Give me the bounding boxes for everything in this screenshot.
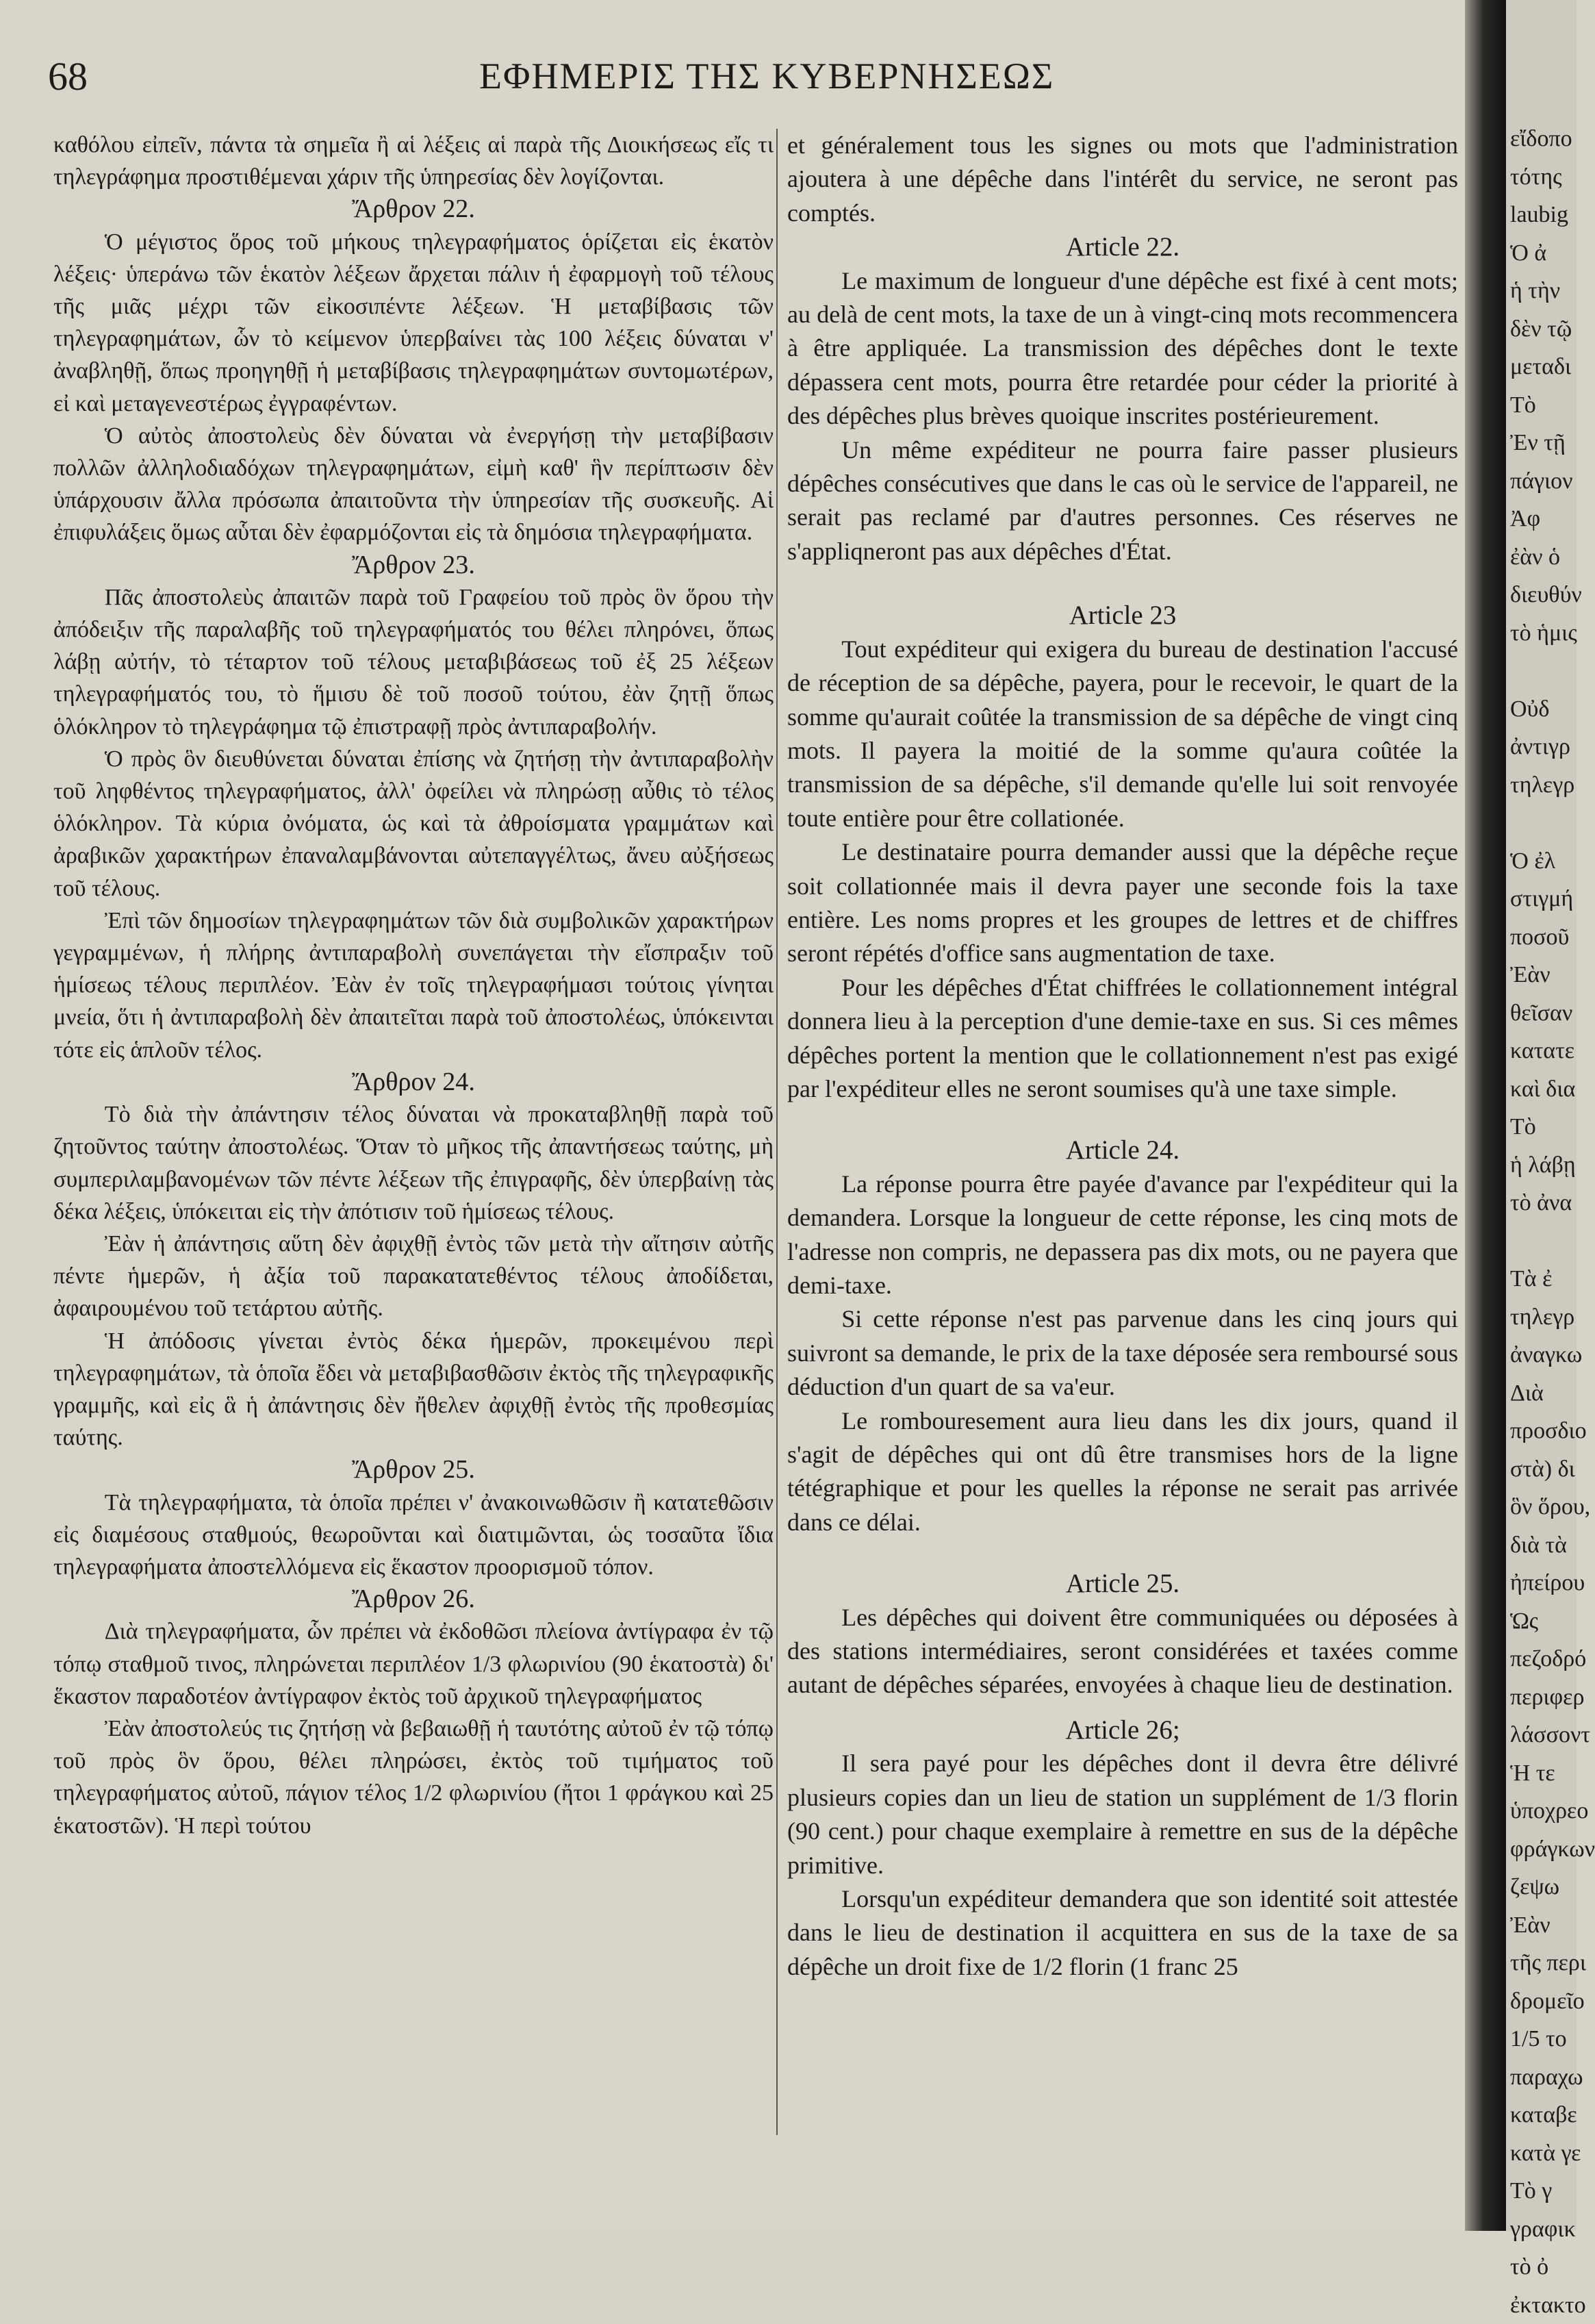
adjacent-page-fragment — [1506, 652, 1595, 690]
greek-article-25-paragraph: Τὰ τηλεγραφήματα, τὰ ὁποῖα πρέπει ν' ἀνακοινωθῶσιν ἢ κατατεθῶσιν εἰς διαμέσους σταθμούς, θεωροῦνται καὶ διατιμῶνται, ὡς τοσαῦτα ἴδια τηλεγραφήματα ἀποστελλόμενα εἰς ἕκαστον προορισμοῦ τόπον. — [53, 1487, 774, 1584]
greek-article-22-title: Ἄρθρον 22. — [53, 193, 774, 225]
adjacent-page-fragment: Τὸ — [1506, 1108, 1595, 1146]
french-article-26-title: Article 26; — [787, 1713, 1458, 1747]
adjacent-page-fragment: Τὸ γ — [1506, 2172, 1595, 2210]
adjacent-page-fragment — [1506, 804, 1595, 842]
adjacent-page-fragment: προσδιο — [1506, 1412, 1595, 1450]
french-article-23-paragraph: Pour les dépêches d'État chiffrées le collationnement intégral donnera lieu à la perception d'une demie-taxe en sus. Si ces mêmes dépêches portent la mention que le collationnement n'est pas exigé par l'expéditeur elles ne seront soumises qu'à une taxe simple. — [787, 971, 1458, 1107]
adjacent-page-fragment: Τὰ ἐ — [1506, 1260, 1595, 1298]
french-article-23-title: Article 23 — [787, 598, 1458, 632]
greek-article-26-paragraph: Ἐὰν ἀποστολεύς τις ζητήσῃ νὰ βεβαιωθῇ ἡ ταυτότης αὐτοῦ ἐν τῷ τόπῳ τοῦ πρὸς ὃν ὅρου, θέλει πληρώσει, ἐκτὸς τοῦ τιμήματος τοῦ τηλεγραφήματος αὐτοῦ, πάγιον τέλος 1/2 φλωρινίου (ἤτοι 1 φράγκου καὶ 25 ἑκατοστῶν). Ἡ περὶ τούτου — [53, 1713, 774, 1842]
binding-shadow — [1465, 0, 1506, 2231]
adjacent-page-fragment: Ὡς — [1506, 1602, 1595, 1641]
adjacent-page-fragment: δὲν τῷ — [1506, 310, 1595, 349]
adjacent-page-fragment: Ἡ τε — [1506, 1754, 1595, 1793]
adjacent-page-fragment: καταβε — [1506, 2096, 1595, 2134]
greek-article-23-paragraph: Ὁ πρὸς ὃν διευθύνεται δύναται ἐπίσης νὰ ζητήσῃ τὴν ἀντιπαραβολὴν τοῦ ληφθέντος τηλεγραφήματος, ἀλλ' ὀφείλει νὰ πληρώσῃ αὖθις τὸ τέλος ὁλόκληρον. Τὰ κύρια ὀνόματα, ὡς καὶ τὰ ἀθροίσματα γραμμάτων καὶ ἀραβικῶν χαρακτήρων ἐπαναλαμβάνονται αὐτεπαγγέλτως, ἄνευ αὐξήσεως τοῦ τέλους. — [53, 743, 774, 905]
page-header — [0, 53, 1465, 101]
adjacent-page-fragment: ἡ τὴν — [1506, 272, 1595, 310]
adjacent-page-fragment: στὰ) δι — [1506, 1450, 1595, 1489]
french-article-24-paragraph: Le rombouresement aura lieu dans les dix jours, quand il s'agit de dépêches qui ont dû être transmises hors de la ligne tétégraphique et pour les quelles la réponse ne serait pas arrivée dans ce délai. — [787, 1404, 1458, 1540]
greek-article-25-title: Ἄρθρον 25. — [53, 1454, 774, 1486]
greek-article-26-title: Ἄρθρον 26. — [53, 1583, 774, 1615]
greek-article-24-title: Ἄρθρον 24. — [53, 1066, 774, 1098]
adjacent-page-fragment: ἐκτακτο — [1506, 2286, 1595, 2324]
adjacent-page-fragment: εἴδοπο — [1506, 120, 1595, 158]
adjacent-page-fragment: λάσσοντ — [1506, 1716, 1595, 1754]
adjacent-page-fragment: δρομεῖο — [1506, 1982, 1595, 2021]
adjacent-page-fragment: ὑποχρεο — [1506, 1792, 1595, 1830]
adjacent-page-fragment: φράγκων — [1506, 1830, 1595, 1869]
adjacent-page-fragment: τὸ ὀ — [1506, 2248, 1595, 2286]
greek-article-24-paragraph: Ἐὰν ἡ ἀπάντησις αὕτη δὲν ἀφιχθῇ ἐντὸς τῶν μετὰ τὴν αἴτησιν αὐτῆς πέντε ἡμερῶν, ἡ ἀξία τοῦ παρακατατεθέντος τέλους ἀποδίδεται, ἀφαιρουμένου τοῦ τετάρτου αὐτῆς. — [53, 1228, 774, 1325]
adjacent-page-fragment: ὃν ὅρου, — [1506, 1488, 1595, 1526]
greek-article-23-paragraph: Ἐπὶ τῶν δημοσίων τηλεγραφημάτων τῶν διὰ συμβολικῶν χαρακτήρων γεγραμμένων, ἡ πλήρης ἀντιπαραβολὴ συνεπάγεται τὴν εἴσπραξιν τοῦ ἡμίσεως τέλους περιπλέον. Ἐὰν ἐν τοῖς τηλεγραφήμασι τούτοις γίνηται μνεία, ὅτι ἡ ἀντιπαραβολὴ δὲν ἀπαιτεῖται παρὰ τοῦ ἀποστολέως, ὑπόκεινται τότε εἰς ἁπλοῦν τέλος. — [53, 905, 774, 1066]
greek-article-24-paragraph: Τὸ διὰ τὴν ἀπάντησιν τέλος δύναται νὰ προκαταβληθῇ παρὰ τοῦ ζητοῦντος ταύτην ἀποστολέως. Ὅταν τὸ μῆκος τῆς ἀπαντήσεως ταύτης, μὴ συμπεριλαμβανομένων τῶν πέντε λέξεων τῆς ἐπιγραφῆς, δὲν ὑπερβαίνῃ τὰς δέκα λέξεις, ὑπόκειται εἰς τὴν ἀπότισιν τοῦ ἡμίσεως τέλους. — [53, 1098, 774, 1228]
greek-article-22-paragraph: Ὁ αὐτὸς ἀποστολεὺς δὲν δύναται νὰ ἐνεργήσῃ τὴν μεταβίβασιν πολλῶν ἀλληλοδιαδόχων τηλεγραφημάτων, εἰμὴ καθ' ἣν περίπτωσιν δὲν ὑπάρχουσιν ἄλλα πρόσωπα ἀπαιτοῦντα τὴν ὑπηρεσίαν τῆς συσκευῆς. Αἱ ἐπιφυλάξεις ὅμως αὗται δὲν ἐφαρμόζονται εἰς τὰ δημόσια τηλεγραφήματα. — [53, 420, 774, 549]
greek-intro: καθόλου εἰπεῖν, πάντα τὰ σημεῖα ἢ αἱ λέξεις αἱ παρὰ τῆς Διοικήσεως εἴς τι τηλεγράφημα προστιθέμεναι χάριν τῆς ὑπηρεσίας δὲν λογίζονται. — [53, 129, 774, 193]
french-article-26-paragraph: Lorsqu'un expéditeur demandera que son identité soit attestée dans le lieu de destination il acquittera en sus de la taxe de sa dépêche un droit fixe de 1/2 florin (1 franc 25 — [787, 1882, 1458, 1984]
adjacent-page-fragment: τῆς περι — [1506, 1944, 1595, 1982]
page-number: 68 — [48, 53, 88, 99]
greek-article-24-paragraph: Ἡ ἀπόδοσις γίνεται ἐντὸς δέκα ἡμερῶν, προκειμένου περὶ τηλεγραφημάτων, τὰ ὁποῖα ἔδει νὰ μεταβιβασθῶσιν ἐκτὸς τῆς τηλεγραφικῆς γραμμῆς, καὶ εἰς ἃ ἡ ἀπάντησις δὲν ἤθελεν ἀφιχθῇ ἐντὸς τῆς προθεσμίας ταύτης. — [53, 1325, 774, 1454]
adjacent-page-fragment: παραχω — [1506, 2058, 1595, 2097]
adjacent-page-fragment: πεζοδρό — [1506, 1640, 1595, 1678]
adjacent-page-fragment: γραφικ — [1506, 2210, 1595, 2249]
adjacent-page-fragment: 1/5 το — [1506, 2020, 1595, 2058]
french-article-23-paragraph: Le destinataire pourra demander aussi que la dépêche reçue soit collationnée mais il devra payer une seconde fois la taxe entière. Les noms propres et les groupes de lettres et de chiffres seront répétés d'office sans augmentation de taxe. — [787, 835, 1458, 971]
french-article-22-paragraph: Le maximum de longueur d'une dépêche est fixé à cent mots; au delà de cent mots, la taxe de un à vingt-cinq mots recommencera à être appliquée. La transmission des dépêches dont le texte dépassera cent mots, pourra être retardée pour céder la priorité à des dépêches plus brèves quoique inscrites postérieurement. — [787, 264, 1458, 433]
french-column — [787, 129, 1458, 1984]
adjacent-page-fragment: ἠπείρου — [1506, 1564, 1595, 1602]
greek-article-22-paragraph: Ὁ μέγιστος ὅρος τοῦ μήκους τηλεγραφήματος ὁρίζεται εἰς ἑκατὸν λέξεις· ὑπεράνω τῶν ἑκατὸν λέξεων ἄρχεται πάλιν ἡ ἐφαρμογὴ τοῦ τέλους τῆς μιᾶς μέχρι τῶν εἰκοσιπέντε λέξεων. Ἡ μεταβίβασις τῶν τηλεγραφημάτων, ὧν τὸ κείμενον ὑπερβαίνει τὰς 100 λέξεις δύναται ν' ἀναβληθῇ, ὅπως προηγηθῇ ἡ μεταβίβασις τηλεγραφημάτων συντομωτέρων, εἰ καὶ μεταγενεστέρως ἐγγραφέντων. — [53, 226, 774, 420]
adjacent-page-fragment: κατατε — [1506, 1032, 1595, 1070]
adjacent-page-fragment: Ἐὰν — [1506, 1906, 1595, 1945]
french-article-24-paragraph: La réponse pourra être payée d'avance par l'expéditeur qui la demandera. Lorsque la longueur de cette réponse, les cinq mots de l'adresse non compris, ne depassera pas dix mots, ou ne payera que demi-taxe. — [787, 1167, 1458, 1303]
adjacent-page-fragment: ἀντιγρ — [1506, 728, 1595, 766]
adjacent-page-fragment: laubig — [1506, 196, 1595, 234]
adjacent-page-fragment: Ἐν τῇ — [1506, 424, 1595, 462]
french-article-25-paragraph: Les dépêches qui doivent être communiquées ou déposées à des stations intermédiaires, seront considérées et taxées comme autant de dépêches séparées, envoyées à chaque lieu de destination. — [787, 1601, 1458, 1702]
column-divider — [776, 129, 778, 2135]
french-intro: et généralement tous les signes ou mots que l'administration ajoutera à une dépêche dans l'intérêt du service, ne seront pas comptés. — [787, 129, 1458, 230]
adjacent-page-fragment: τηλεγρ — [1506, 766, 1595, 805]
french-article-26-paragraph: Il sera payé pour les dépêches dont il devra être délivré plusieurs copies dan un lieu de station un supplément de 1/3 florin (90 cent.) pour chaque exemplaire à remettre en sus de la dépêche primitive. — [787, 1747, 1458, 1882]
adjacent-page-fragment: διὰ τὰ — [1506, 1526, 1595, 1565]
greek-article-26-paragraph: Διὰ τηλεγραφήματα, ὧν πρέπει νὰ ἐκδοθῶσι πλείονα ἀντίγραφα ἐν τῷ τόπῳ σταθμοῦ τινος, πληρώνεται περιπλέον 1/3 φλωρινίου (90 ἑκατοστὰ) δι' ἕκαστον παραδοτέον ἀντίγραφον ἐκτὸς τοῦ ἀρχικοῦ τηλεγραφήματος — [53, 1615, 774, 1713]
adjacent-page-fragment: στιγμή — [1506, 880, 1595, 918]
greek-column — [53, 129, 774, 1842]
adjacent-page-fragment — [1506, 1222, 1595, 1261]
french-article-25-title: Article 25. — [787, 1567, 1458, 1600]
adjacent-page-fragment: κατὰ γε — [1506, 2134, 1595, 2173]
greek-article-23-title: Ἄρθρον 23. — [53, 549, 774, 581]
french-article-24-paragraph: Si cette réponse n'est pas parvenue dans les cinq jours qui suivront sa demande, le prix de la taxe déposée sera remboursé sous déduction d'un quart de sa va'eur. — [787, 1302, 1458, 1404]
adjacent-page-fragment: ποσοῦ — [1506, 918, 1595, 957]
french-article-24-title: Article 24. — [787, 1133, 1458, 1167]
adjacent-page-fragment: ἀναγκω — [1506, 1336, 1595, 1374]
adjacent-page-fragment: Τὸ — [1506, 386, 1595, 425]
adjacent-page-fragment: θεῖσαν — [1506, 994, 1595, 1033]
adjacent-page-fragment: τηλεγρ — [1506, 1298, 1595, 1337]
french-article-22-title: Article 22. — [787, 230, 1458, 264]
adjacent-page-fragment: Ὁ ἐλ — [1506, 842, 1595, 881]
french-article-23-paragraph: Tout expéditeur qui exigera du bureau de destination l'accusé de réception de sa dépêche, payera, pour le recevoir, le quart de la somme qu'aurait coûtée la transmission de sa dépêche de vingt cinq mots. Il payera la moitié de la somme qu'aura coûtée la transmission de sa dépêche, s'il demande qu'elle lui soit renvoyée toute entière pour être collationée. — [787, 633, 1458, 835]
adjacent-page-fragment: διευθύν — [1506, 576, 1595, 614]
adjacent-page-fragment: καὶ δια — [1506, 1070, 1595, 1109]
adjacent-page-fragment: Ἀφ — [1506, 500, 1595, 538]
adjacent-page-text — [1506, 120, 1595, 2324]
adjacent-page-fragment: ἡ λάβῃ — [1506, 1146, 1595, 1185]
adjacent-page-fragment: Ἐὰν — [1506, 956, 1595, 994]
adjacent-page-fragment: Οὐδ — [1506, 690, 1595, 729]
adjacent-page-fragment: περιφερ — [1506, 1678, 1595, 1717]
adjacent-page-fragment: μεταδι — [1506, 348, 1595, 386]
adjacent-page-fragment: τὸ ἀνα — [1506, 1184, 1595, 1222]
adjacent-page-fragment: ἐὰν ὁ — [1506, 538, 1595, 577]
adjacent-page-fragment: τὸ ἡμις — [1506, 614, 1595, 653]
running-title: ΕΦΗΜΕΡΙΣ ΤΗΣ ΚΥΒΕΡΝΗΣΕΩΣ — [479, 55, 1054, 97]
adjacent-page-fragment: τότης — [1506, 158, 1595, 197]
french-article-22-paragraph: Un même expéditeur ne pourra faire passer plusieurs dépêches consécutives que dans le cas où le service de l'appareil, ne serait pas reclamé par d'autres personnes. Ces réserves ne s'appliqneront pas aux dépêches d'État. — [787, 433, 1458, 569]
adjacent-page-fragment: Διὰ — [1506, 1374, 1595, 1413]
adjacent-page-fragment: πάγιον — [1506, 462, 1595, 501]
adjacent-page-fragment: ζεψω — [1506, 1868, 1595, 1906]
adjacent-page-strip — [1506, 0, 1577, 2231]
greek-article-23-paragraph: Πᾶς ἀποστολεὺς ἀπαιτῶν παρὰ τοῦ Γραφείου τοῦ πρὸς ὃν ὅρου τὴν ἀπόδειξιν τῆς παραλαβῆς τοῦ τηλεγραφήματός του θέλει πληρόνει, ὅπως λάβῃ αὐτήν, τὸ τέταρτον τοῦ τέλους μεταβιβάσεως τοῦ ἐξ 25 λέξεων τηλεγραφήματός του, τὸ ἥμισυ δὲ τοῦ ποσοῦ τούτου, ἐὰν ζητῇ ὅπως ὁλόκληρον τὸ τηλεγράφημα τῷ ἐπιστραφῇ πρὸς ἀντιπαραβολήν. — [53, 581, 774, 743]
adjacent-page-fragment: Ὁ ἀ — [1506, 234, 1595, 273]
